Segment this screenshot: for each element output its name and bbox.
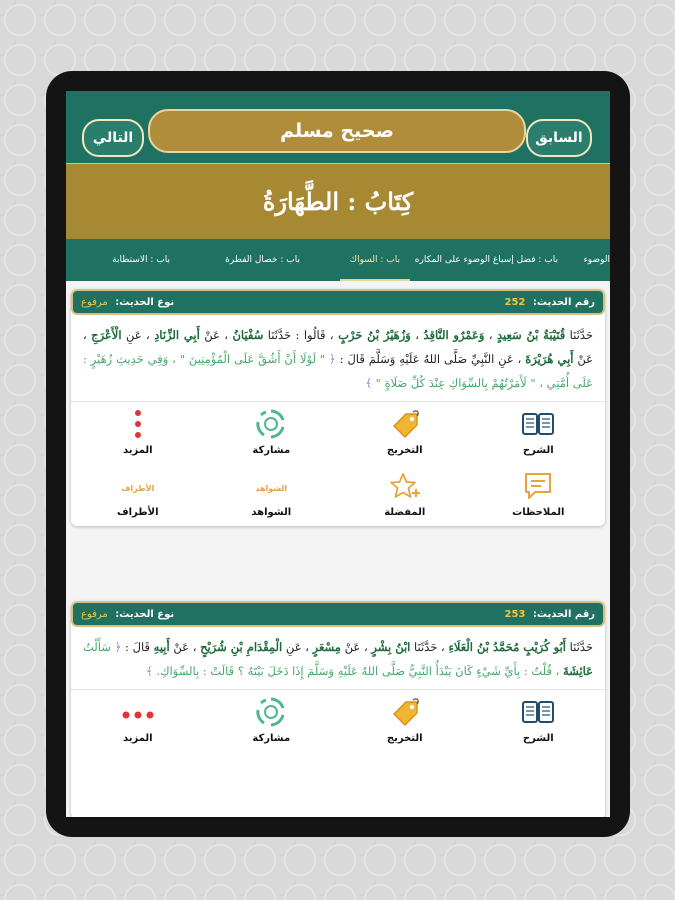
hadith-type-block — [81, 609, 174, 620]
previous-button[interactable]: السابق — [526, 119, 592, 157]
hadith-segment: حَدَّثَنَا — [565, 640, 593, 654]
favorites-icon-wrap — [389, 471, 421, 505]
narrator-name: عَائِشَةَ — [563, 664, 593, 678]
hadith-number: 252 — [504, 296, 526, 308]
atraf-button[interactable] — [71, 464, 205, 526]
note-icon — [523, 471, 553, 505]
narrator-name: أَبُو كُرَيْبٍ مُحَمَّدُ بْنُ الْعَلَاءِ — [448, 640, 566, 654]
share-icon — [255, 408, 287, 444]
more-icon-wrap — [121, 697, 155, 731]
tag-icon — [390, 697, 420, 731]
shawahid-icon: الشواهد — [255, 483, 288, 493]
hadith-type-block — [81, 297, 174, 308]
hadith-segment: ، عَنْ — [169, 640, 201, 654]
hadith-actions — [71, 401, 605, 526]
chapter-tab-wudu[interactable]: الوضوء — [583, 255, 610, 265]
chapter-tab-siwak[interactable]: باب : السواك — [340, 239, 410, 281]
hadith-number-block — [505, 297, 596, 308]
narrator-name: أَبِي الزِّنَادِ — [154, 328, 200, 342]
hadith-type: مرفوع — [81, 296, 108, 308]
hadith-type-label: نوع الحديث: — [115, 608, 175, 620]
hadith-segment: ، عَنْ — [199, 328, 233, 342]
share-button[interactable] — [205, 690, 339, 752]
hadith-actions — [71, 689, 605, 752]
hadith-matn: سَأَلْتُ — [83, 640, 115, 654]
narrator-name: سُفْيَانُ — [232, 328, 264, 342]
book-collection-title: صحيح مسلم — [148, 109, 526, 153]
hadith-type-label: نوع الحديث: — [115, 296, 175, 308]
more-label: المزيد — [122, 733, 153, 744]
tablet-frame — [46, 71, 630, 837]
hadith-bracket: ﴿ — [114, 640, 122, 654]
more-label: المزيد — [122, 445, 153, 456]
hadith-bracket: ﴾ — [365, 376, 372, 390]
hadith-number-label: رقم الحديث: — [532, 296, 595, 308]
hadith-number-label: رقم الحديث: — [532, 608, 595, 620]
hadith-segment: ، — [410, 328, 424, 342]
sharh-label: الشرح — [522, 445, 554, 456]
hadith-segment: ، — [484, 328, 497, 342]
more-button[interactable] — [71, 402, 205, 464]
hadith-text — [71, 315, 605, 401]
shawahid-label: الشواهد — [251, 507, 292, 518]
hadith-header — [71, 289, 605, 315]
takhrij-button[interactable] — [338, 402, 472, 464]
share-button[interactable] — [205, 402, 339, 464]
share-label: مشاركة — [252, 445, 291, 456]
narrator-name: أَبِيهِ — [153, 640, 170, 654]
app-screen — [66, 91, 610, 817]
chapter-tab-isbagh[interactable]: باب : فضل إسباغ الوضوء على المكاره — [414, 255, 558, 265]
star-plus-icon — [389, 471, 421, 505]
hadith-number: 253 — [504, 608, 526, 620]
top-bar — [66, 91, 610, 164]
narrator-name: الْمِقْدَامِ بْنِ شُرَيْحٍ — [200, 640, 283, 654]
notes-label: الملاحظات — [512, 507, 565, 518]
hadith-bracket: ﴿ — [329, 352, 336, 366]
shawahid-button[interactable] — [205, 464, 339, 526]
hadith-segment: ، عَنِ — [282, 640, 313, 654]
hadith-segment: حَدَّثَنَا — [565, 328, 594, 342]
sharh-icon-wrap — [522, 697, 554, 731]
notes-button[interactable] — [472, 464, 606, 526]
hadith-matn: " لَوْلَا أَنْ أَشُقَّ عَلَى الْمُؤْمِنِينَ " ، وَفِي حَدِيثِ زُهَيْرٍ : عَلَى أُمَّتِي ، " لَأَمَرْتُهُمْ بِالسِّوَاكِ عِنْدَ كُلِّ صَلَاةٍ " — [83, 352, 593, 390]
favorites-label: المفضلة — [384, 507, 426, 518]
hadith-segment: ، عَنِ — [121, 328, 155, 342]
hadith-bracket: ﴾ — [146, 664, 153, 678]
sharh-icon-wrap — [522, 409, 554, 443]
atraf-label: الأطراف — [116, 507, 159, 518]
hadith-segment: قَالَ : — [121, 640, 154, 654]
narrator-name: وَزُهَيْرُ بْنُ حَرْبٍ — [338, 328, 411, 342]
share-icon — [255, 696, 287, 732]
next-button[interactable]: التالي — [82, 119, 144, 157]
favorites-button[interactable] — [338, 464, 472, 526]
hadith-card — [71, 601, 605, 817]
atraf-icon-wrap — [121, 471, 154, 505]
chapter-tab-istitaba[interactable]: باب : الاستطابة — [112, 255, 170, 265]
takhrij-icon-wrap — [390, 697, 420, 731]
sharh-label: الشرح — [522, 733, 554, 744]
more-button[interactable] — [71, 690, 205, 752]
hadith-segment: ، حَدَّثَنَا — [410, 640, 449, 654]
shawahid-icon-wrap — [255, 471, 287, 505]
tag-icon — [390, 409, 420, 443]
takhrij-icon-wrap — [390, 409, 420, 443]
narrator-name: قُتَيْبَةُ بْنُ سَعِيدٍ — [496, 328, 566, 342]
hadith-header — [71, 601, 605, 627]
narrator-name: ابْنُ بِشْرٍ — [371, 640, 411, 654]
more-horizontal-icon — [121, 705, 155, 724]
takhrij-label: التخريج — [386, 733, 423, 744]
chapter-tabs — [66, 239, 610, 281]
hadith-segment: ، عَنْ — [83, 328, 594, 366]
book-title: كِتَابُ : الطَّهَارَةُ — [66, 164, 610, 239]
narrator-name: الْأَعْرَجِ — [91, 328, 122, 342]
share-icon-wrap — [255, 697, 287, 731]
more-icon-wrap — [133, 409, 143, 443]
narrator-name: وَعَمْرٌو النَّاقِدُ — [423, 328, 485, 342]
book-icon — [522, 412, 554, 440]
more-icon — [133, 409, 143, 443]
hadith-text — [71, 627, 605, 689]
hadith-type: مرفوع — [81, 608, 108, 620]
share-label: مشاركة — [252, 733, 291, 744]
atraf-icon: الأطراف — [121, 483, 155, 493]
narrator-name: أَبِي هُرَيْرَةَ — [525, 352, 574, 366]
sharh-button[interactable] — [472, 690, 606, 752]
hadith-segment: ، عَنِ النَّبِيِّ صَلَّى اللهُ عَلَيْهِ وَسَلَّمَ قَالَ : — [335, 352, 526, 366]
hadith-segment: ، عَنْ — [340, 640, 372, 654]
sharh-button[interactable] — [472, 402, 606, 464]
book-icon — [522, 700, 554, 728]
hadith-matn: ، قُلْتُ : بِأَيِّ شَيْءٍ كَانَ يَبْدَأُ النَّبِيُّ صَلَّى اللهُ عَلَيْهِ وَسَلَّمَ إِذَا دَخَلَ بَيْتَهُ ؟ قَالَتْ : بِالسِّوَاكِ. — [152, 664, 563, 678]
takhrij-label: التخريج — [386, 445, 423, 456]
notes-icon-wrap — [523, 471, 553, 505]
takhrij-button[interactable] — [338, 690, 472, 752]
hadith-segment: ، قَالُوا : حَدَّثَنَا — [263, 328, 339, 342]
hadith-card — [71, 289, 605, 526]
share-icon-wrap — [255, 409, 287, 443]
narrator-name: مِسْعَرٍ — [312, 640, 341, 654]
chapter-tab-fitra[interactable]: باب : خصال الفطرة — [225, 255, 300, 265]
hadith-number-block — [505, 609, 596, 620]
